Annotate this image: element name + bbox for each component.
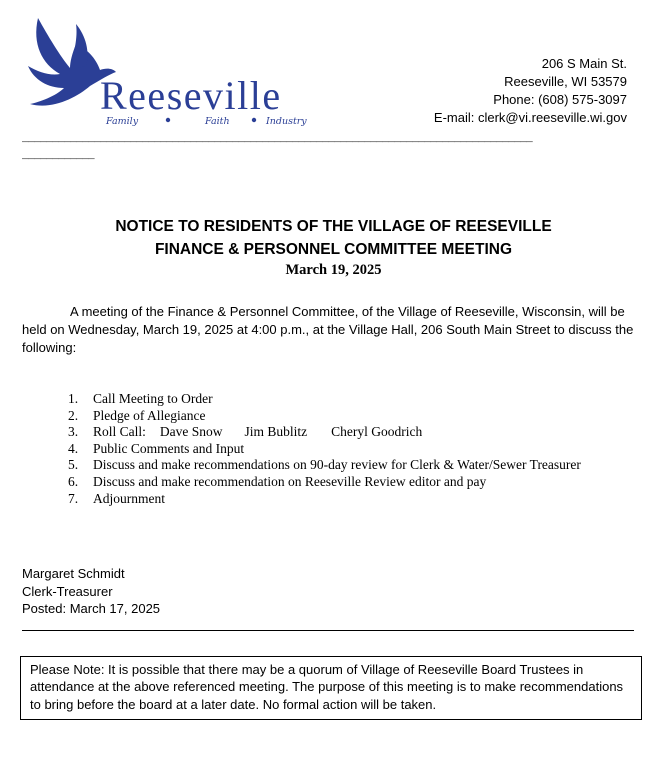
address-email: E-mail: clerk@vi.reeseville.wi.gov [433,110,627,125]
notice-title: NOTICE TO RESIDENTS OF THE VILLAGE OF REESEVILLE [115,218,552,235]
agenda-item: 5. Discuss and make recommendations on 90-day review for Clerk & Water/Sewer Treasurer [68,457,581,473]
logo-tagline-faith: Faith [205,116,230,127]
reeseville-logo [20,14,320,130]
address-street: 206 S Main St. [541,56,627,71]
header-divider: _____________________________________________________________________________________ [22,133,533,145]
agenda-item: 2. Pledge of Allegiance [68,407,206,423]
quorum-note-text: Please Note: It is possible that there may be a quorum of Village of Reeseville Board Trustees in attendance at the above referenced meeting. The purpose of this meeting is to make recommendations to bring before the board at a later date. No formal action will be taken. [30,662,624,712]
agenda-item: 1. Call Meeting to Order [68,391,213,406]
signer-name: Margaret Schmidt [22,566,125,581]
header-divider-short: ____________ [22,150,95,162]
roll-call-member: Dave Snow [159,424,223,440]
agenda-item: 4. Public Comments and Input [68,440,245,456]
address-phone: Phone: (608) 575-3097 [493,92,627,107]
signature-block [22,565,160,618]
logo-tagline-industry: Industry [266,116,307,127]
address-city: Reeseville, WI 53579 [504,74,627,89]
signer-title: Clerk-Treasurer [22,583,113,599]
agenda-item-roll-call: 3. Roll Call: Dave Snow Jim Bublitz Cheryl Goodrich [68,424,423,440]
intro-paragraph [22,303,637,357]
roll-call-member: Cheryl Goodrich [331,424,423,440]
agenda-item: 7. Adjournment [68,490,165,506]
logo-wordmark: Reeseville [100,73,282,118]
quorum-note-box [20,656,642,720]
meeting-date: March 19, 2025 [285,262,382,278]
meeting-title: FINANCE & PERSONNEL COMMITTEE MEETING [154,241,513,258]
roll-call-member: Jim Bublitz [244,424,308,440]
intro-text: A meeting of the Finance & Personnel Committee, of the Village of Reeseville, Wisconsin, will be held on Wednesday, March 19, 2025 at 4:00 p.m., at the Village Hall, 206 South Main Street to discuss the following: [22,304,634,355]
agenda-item: 6. Discuss and make recommendation on Reeseville Review editor and pay [68,473,487,489]
agenda-list [68,391,581,507]
footer-divider [22,630,634,631]
posted-date: Posted: March 17, 2025 [22,601,161,616]
logo-tagline-family: Family [106,116,139,127]
